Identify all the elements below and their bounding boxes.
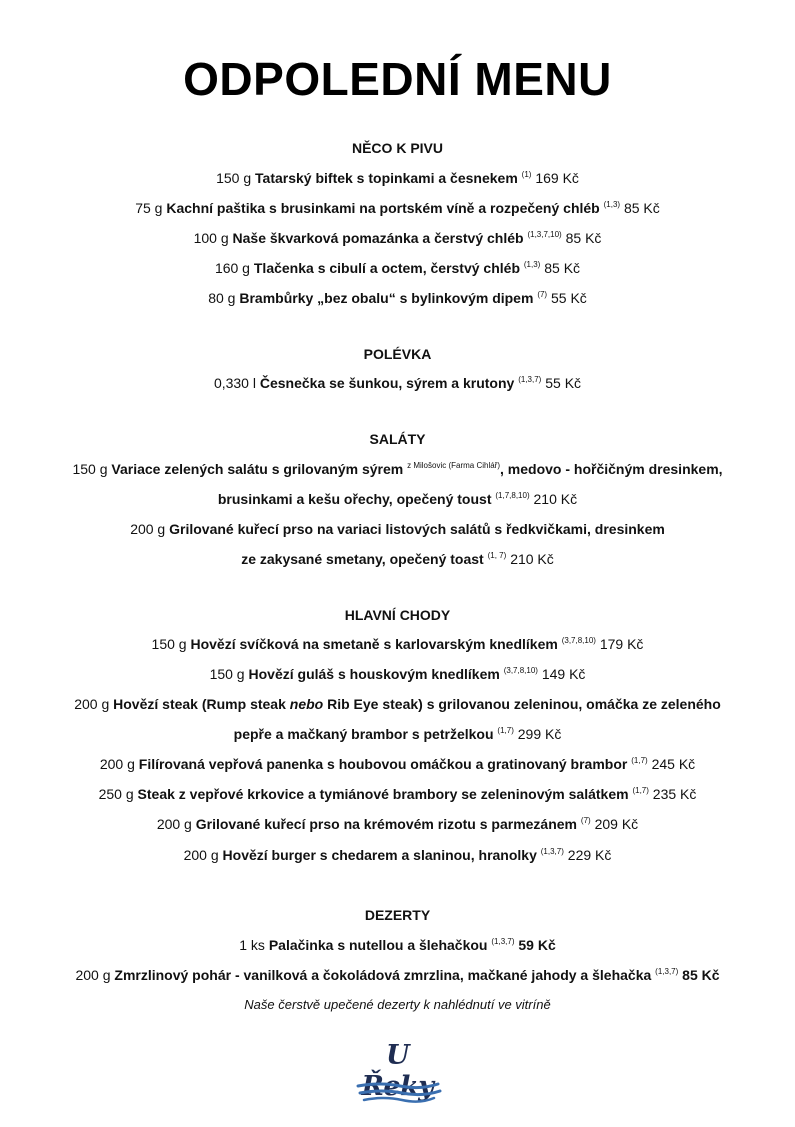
item-name: Zmrzlinový pohár - vanilková a čokoládová zmrzlina, mačkané jahody a šlehačka	[114, 967, 652, 983]
item-qty: 200 g	[74, 696, 110, 712]
item-price: 235 Kč	[652, 786, 697, 802]
wave-icon	[350, 1080, 445, 1106]
item-qty: 200 g	[75, 967, 111, 983]
item-allergens: (1)	[521, 170, 532, 179]
item-name: Naše škvarková pomazánka a čerstvý chléb	[232, 230, 524, 246]
menu-item	[0, 170, 795, 186]
item-price: 59 Kč	[518, 937, 556, 953]
item-qty: 150 g	[209, 666, 245, 682]
menu-item	[0, 937, 795, 953]
item-name: Grilované kuřecí prso na variaci listových salátů s ředkvičkami, dresinkem	[169, 521, 665, 537]
item-name: Steak z vepřové krkovice a tymiánové brambory se zeleninovým salátkem	[137, 786, 629, 802]
item-allergens: (1,7)	[631, 756, 648, 765]
logo	[350, 1040, 445, 1110]
item-name-continued: , medovo - hořčičným dresinkem,	[500, 461, 723, 477]
menu-item	[0, 816, 795, 832]
menu-item	[0, 696, 795, 712]
item-allergens: (1,3,7)	[540, 847, 564, 856]
item-allergens: (7)	[580, 816, 591, 825]
item-name: Hovězí svíčková na smetaně s karlovarským knedlíkem	[190, 636, 558, 652]
item-price: 55 Kč	[550, 290, 587, 306]
item-name: Hovězí burger s chedarem a slaninou, hranolky	[222, 847, 537, 863]
item-price: 85 Kč	[544, 260, 581, 276]
item-allergens: (1,3,7,10)	[527, 230, 562, 239]
item-qty: 200 g	[156, 816, 192, 832]
item-origin: z Milošovic (Farma Cihlář)	[407, 461, 501, 470]
item-allergens: (1,3,7)	[518, 375, 542, 384]
item-allergens: (1,3)	[523, 260, 541, 269]
item-allergens: (1,7)	[497, 726, 514, 735]
item-allergens: (1, 7)	[487, 551, 507, 560]
item-allergens: (3,7,8,10)	[561, 636, 596, 645]
item-qty: 75 g	[135, 200, 163, 216]
item-price: 245 Kč	[651, 756, 696, 772]
item-allergens: (1,7)	[632, 786, 649, 795]
item-allergens: (7)	[537, 290, 548, 299]
section-title-salaty: SALÁTY	[369, 431, 426, 447]
item-price: 85 Kč	[623, 200, 660, 216]
item-allergens: (1,7,8,10)	[495, 491, 530, 500]
item-qty: 150 g	[216, 170, 252, 186]
menu-item	[0, 967, 795, 983]
item-name: Tlačenka s cibulí a octem, čerstvý chléb	[253, 260, 520, 276]
logo-text: U Řeky	[361, 1040, 434, 1102]
item-qty: 100 g	[193, 230, 229, 246]
item-qty: 150 g	[72, 461, 108, 477]
item-price: 210 Kč	[533, 491, 578, 507]
item-qty: 200 g	[99, 756, 135, 772]
item-name: Palačinka s nutellou a šlehačkou	[268, 937, 488, 953]
item-name: Hovězí guláš s houskovým knedlíkem	[248, 666, 500, 682]
item-name: Česnečka se šunkou, sýrem a krutony	[259, 375, 515, 391]
item-price: 179 Kč	[599, 636, 644, 652]
item-price: 85 Kč	[565, 230, 602, 246]
item-price: 149 Kč	[541, 666, 586, 682]
menu-item	[0, 756, 795, 772]
item-qty: 160 g	[214, 260, 250, 276]
section-title-hlavni: HLAVNÍ CHODY	[344, 607, 451, 623]
menu-item-line2	[0, 726, 795, 742]
item-name: Brambůrky „bez obalu“ s bylinkovým dipem	[239, 290, 534, 306]
item-qty: 80 g	[208, 290, 236, 306]
item-name-or: nebo	[289, 696, 324, 712]
item-allergens: (1,3,7)	[655, 967, 679, 976]
menu-item-line2	[0, 551, 795, 567]
section-title-dezerty: DEZERTY	[364, 907, 431, 923]
item-name-part: Hovězí steak (Rump steak	[113, 696, 290, 712]
item-qty: 200 g	[183, 847, 219, 863]
item-price: 209 Kč	[594, 816, 639, 832]
item-name: Filírovaná vepřová panenka s houbovou omáčkou a gratinovaný brambor	[138, 756, 628, 772]
item-price: 210 Kč	[510, 551, 554, 567]
menu-item	[0, 375, 795, 391]
menu-item	[0, 521, 795, 537]
item-price: 299 Kč	[517, 726, 562, 742]
menu-title: ODPOLEDNÍ MENU	[183, 53, 612, 105]
item-name-line2: pepře a mačkaný brambor s petrželkou	[233, 726, 494, 742]
menu-item-line2	[0, 491, 795, 507]
menu-item	[0, 636, 795, 652]
dessert-note: Naše čerstvě upečené dezerty k nahlédnutí ve vitríně	[244, 997, 551, 1012]
section-title-pivo: NĚCO K PIVU	[351, 140, 443, 156]
item-qty: 0,330 l	[213, 375, 256, 391]
section-title-polevka: POLÉVKA	[363, 346, 432, 362]
item-price: 55 Kč	[545, 375, 582, 391]
menu-item	[0, 666, 795, 682]
item-name: Grilované kuřecí prso na krémovém rizotu s parmezánem	[195, 816, 578, 832]
item-name: Tatarský biftek s topinkami a česnekem	[255, 170, 518, 186]
item-price: 85 Kč	[682, 967, 720, 983]
item-qty: 1 ks	[239, 937, 265, 953]
menu-item	[0, 260, 795, 276]
item-allergens: (3,7,8,10)	[503, 666, 538, 675]
item-name-line2: brusinkami a kešu ořechy, opečený toust	[217, 491, 492, 507]
item-name: Kachní paštika s brusinkami na portském víně a rozpečený chléb	[166, 200, 600, 216]
item-qty: 150 g	[151, 636, 187, 652]
menu-item	[0, 847, 795, 863]
menu-item	[0, 290, 795, 306]
item-price: 229 Kč	[567, 847, 612, 863]
item-allergens: (1,3,7)	[491, 937, 515, 946]
item-name	[113, 696, 721, 712]
menu-item	[0, 786, 795, 802]
menu-item	[0, 200, 795, 216]
item-name-line2: ze zakysané smetany, opečený toast	[241, 551, 484, 567]
menu-item	[0, 230, 795, 246]
item-allergens: (1,3)	[603, 200, 621, 209]
item-name: Variace zelených salátu s grilovaným sýrem	[111, 461, 404, 477]
item-qty: 250 g	[98, 786, 134, 802]
item-price: 169 Kč	[535, 170, 579, 186]
item-qty: 200 g	[130, 521, 166, 537]
menu-item	[0, 461, 795, 477]
item-name-part: Rib Eye steak) s grilovanou zeleninou, omáčka ze zeleného	[323, 696, 721, 712]
